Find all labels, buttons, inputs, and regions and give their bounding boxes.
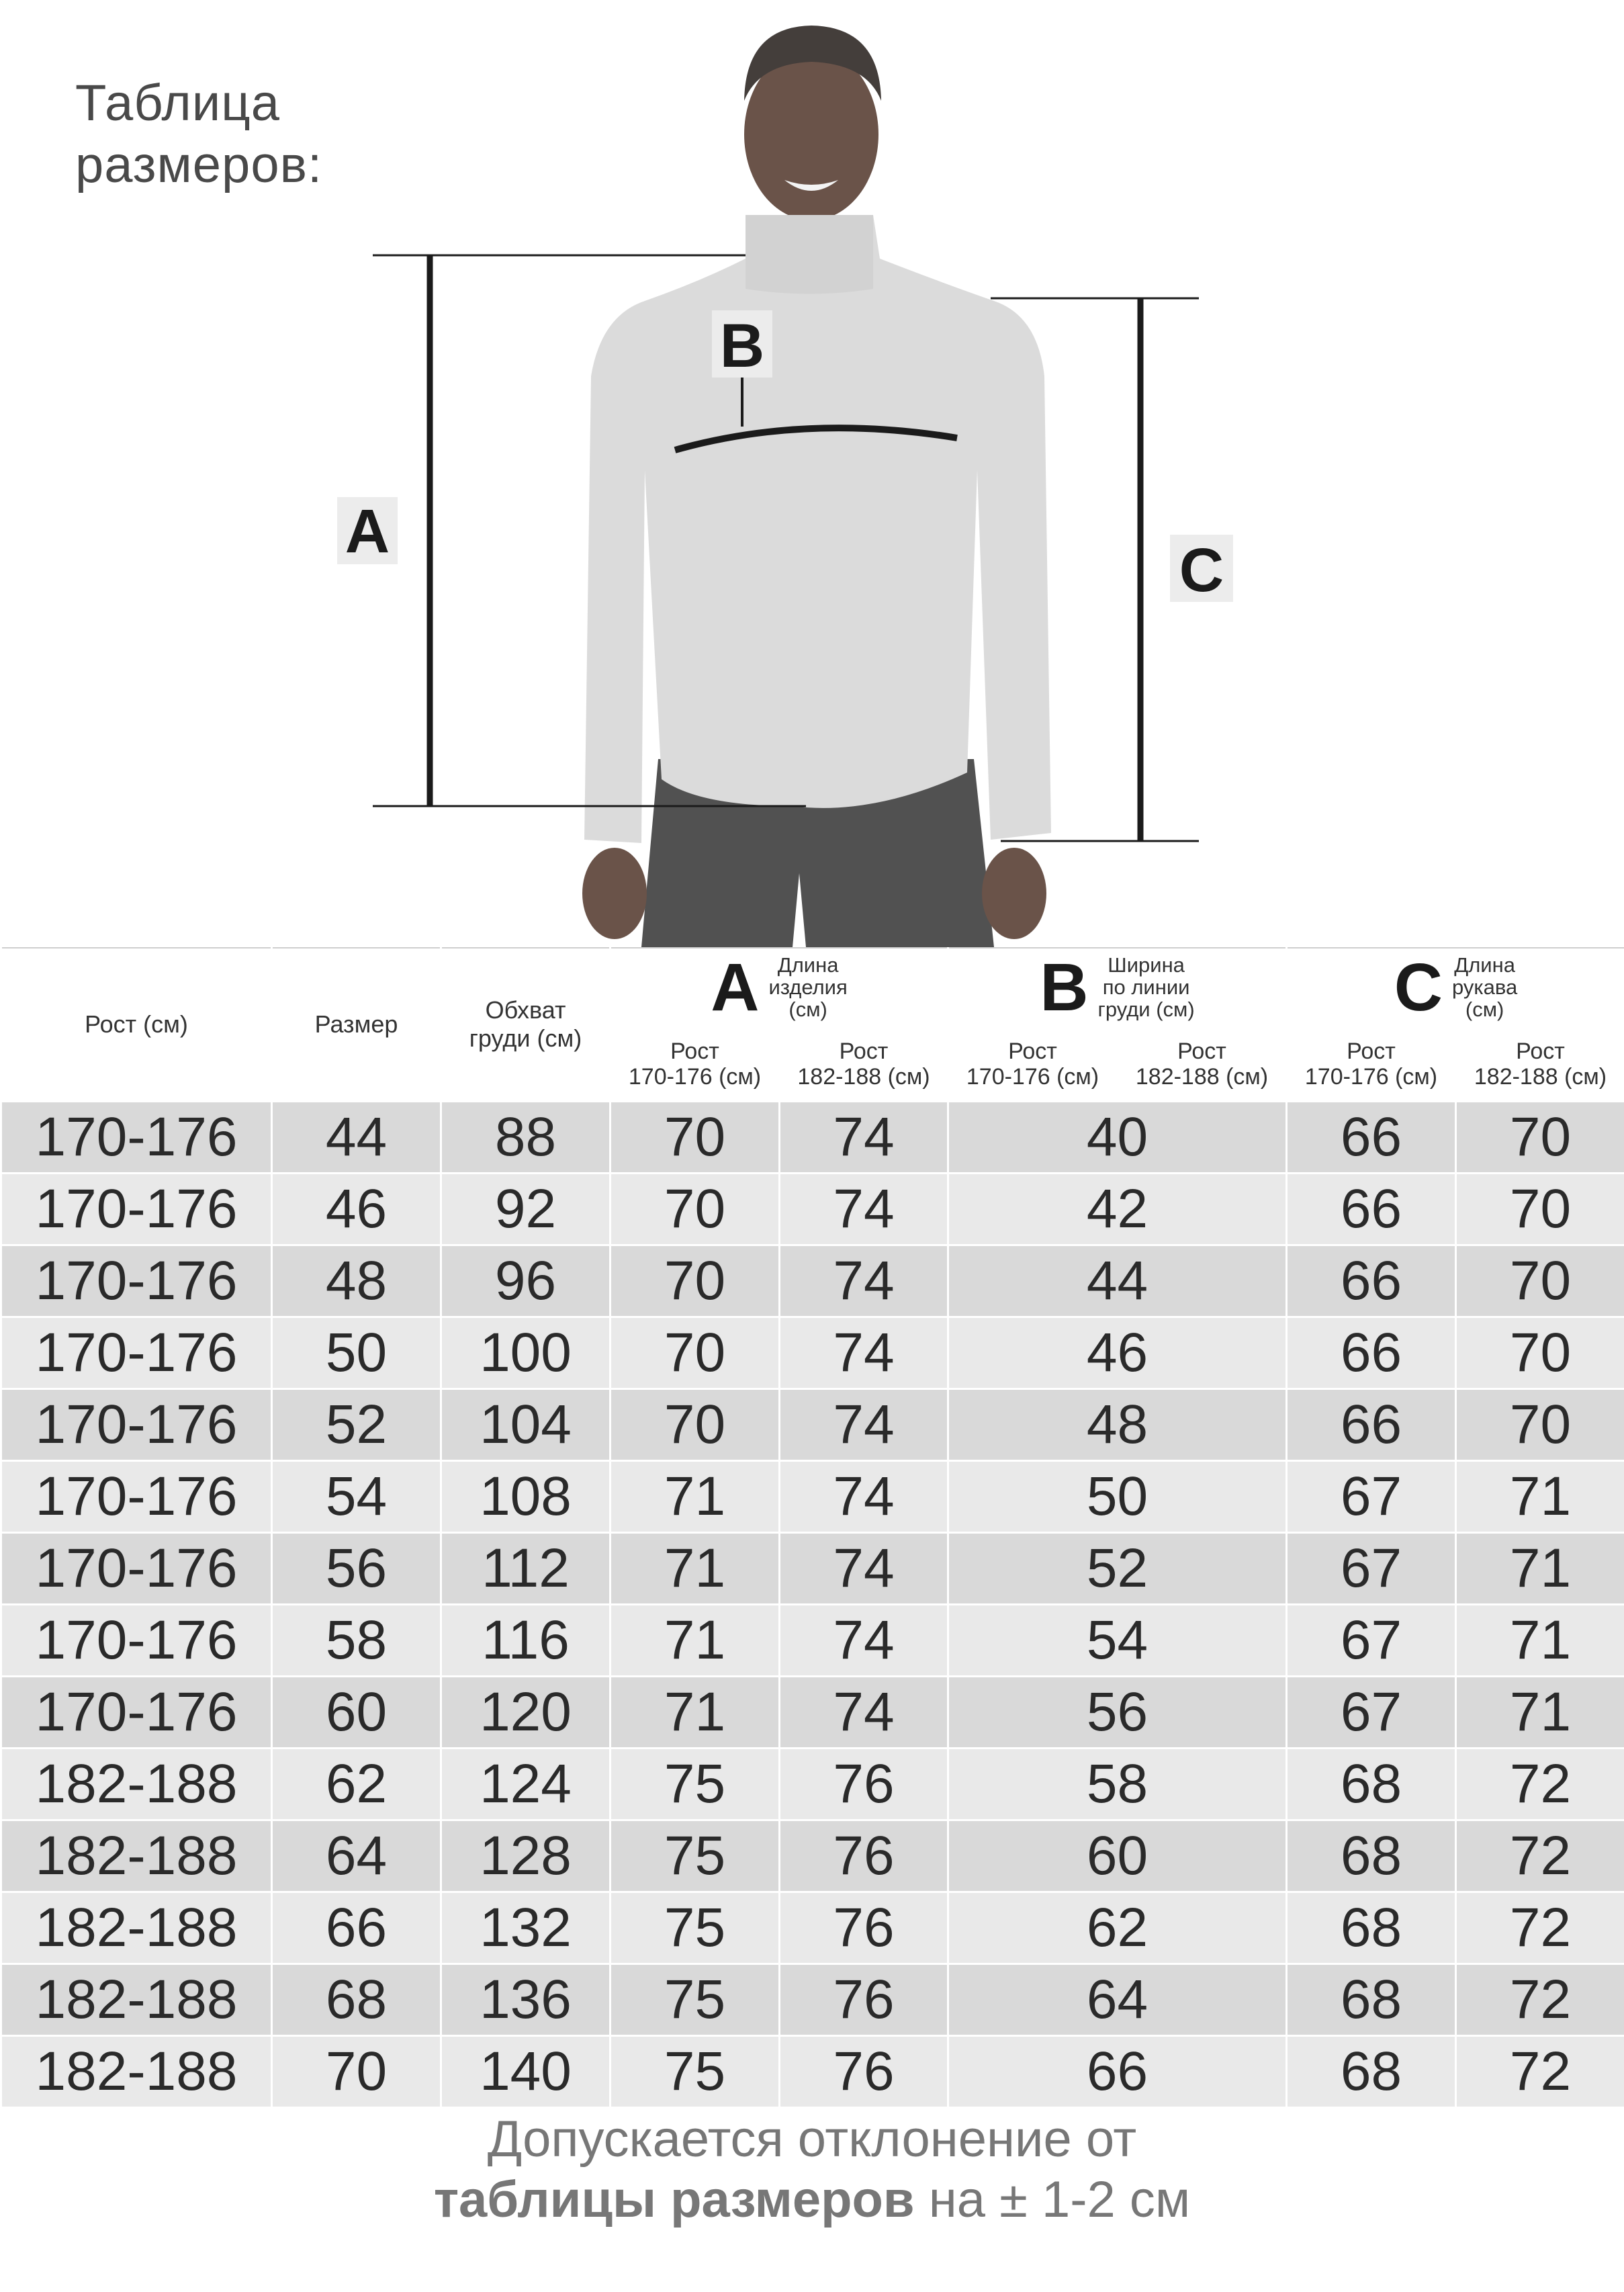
cell-height: 170-176	[1, 1389, 272, 1460]
cell-size: 46	[272, 1173, 441, 1245]
cell-c-2: 72	[1456, 2035, 1624, 2107]
cell-height: 182-188	[1, 1748, 272, 1820]
table-row	[1, 1173, 1624, 1245]
label-c: C	[1179, 536, 1224, 605]
subheader-b-1-line-1: Рост	[1008, 1039, 1057, 1064]
group-c-l2: рукава	[1451, 975, 1518, 1000]
cell-b: 48	[948, 1389, 1287, 1460]
group-a-l3: (см)	[788, 998, 827, 1022]
group-b-l3: груди (см)	[1097, 998, 1195, 1022]
cell-b: 64	[948, 1964, 1287, 2035]
label-a: A	[345, 497, 390, 566]
size-table	[0, 947, 1624, 2109]
cell-a-2: 74	[780, 1604, 948, 1676]
cell-c-1: 66	[1287, 1389, 1456, 1460]
cell-c-2: 71	[1456, 1532, 1624, 1604]
cell-c-1: 66	[1287, 1101, 1456, 1173]
cell-a-1: 71	[611, 1460, 780, 1532]
cell-a-1: 71	[611, 1604, 780, 1676]
table-row	[1, 1101, 1624, 1173]
cell-c-1: 68	[1287, 1892, 1456, 1964]
group-c-letter: C	[1394, 949, 1443, 1025]
header-group-b	[948, 948, 1287, 1027]
cell-a-1: 70	[611, 1389, 780, 1460]
table-row	[1, 1460, 1624, 1532]
group-c-l1: Длина	[1454, 953, 1515, 977]
table-row	[1, 1820, 1624, 1892]
subheader-b-1	[948, 1027, 1118, 1101]
table-row	[1, 1676, 1624, 1748]
cell-chest: 92	[441, 1173, 611, 1245]
cell-c-1: 67	[1287, 1604, 1456, 1676]
cell-b: 66	[948, 2035, 1287, 2107]
cell-size: 52	[272, 1389, 441, 1460]
cell-chest: 112	[441, 1532, 611, 1604]
cell-height: 170-176	[1, 1317, 272, 1389]
group-b-l2: по линии	[1102, 975, 1190, 1000]
cell-a-1: 70	[611, 1101, 780, 1173]
cell-height: 170-176	[1, 1604, 272, 1676]
group-b-l1: Ширина	[1108, 953, 1185, 977]
cell-a-2: 74	[780, 1389, 948, 1460]
cell-c-2: 72	[1456, 1964, 1624, 2035]
subheader-a-1-line-1: Рост	[670, 1039, 719, 1064]
cell-a-1: 71	[611, 1532, 780, 1604]
cell-c-1: 67	[1287, 1460, 1456, 1532]
table-row	[1, 2035, 1624, 2107]
cell-height: 170-176	[1, 1460, 272, 1532]
tolerance-note-rest: на ± 1-2 см	[914, 2171, 1191, 2228]
table-row	[1, 1317, 1624, 1389]
cell-chest: 104	[441, 1389, 611, 1460]
cell-height: 170-176	[1, 1532, 272, 1604]
subheader-b-2	[1118, 1027, 1287, 1101]
subheader-c-2-line-2: 182-188 (см)	[1474, 1064, 1607, 1090]
cell-c-2: 71	[1456, 1460, 1624, 1532]
cell-c-1: 68	[1287, 1748, 1456, 1820]
table-row	[1, 1748, 1624, 1820]
cell-height: 182-188	[1, 1820, 272, 1892]
cell-c-2: 72	[1456, 1748, 1624, 1820]
cell-a-2: 76	[780, 2035, 948, 2107]
subheader-a-2	[780, 1027, 948, 1101]
cell-a-2: 74	[780, 1245, 948, 1317]
cell-height: 182-188	[1, 2035, 272, 2107]
cell-c-2: 72	[1456, 1892, 1624, 1964]
cell-b: 58	[948, 1748, 1287, 1820]
cell-a-1: 75	[611, 1820, 780, 1892]
cell-b: 60	[948, 1820, 1287, 1892]
subheader-c-1	[1287, 1027, 1456, 1101]
subheader-a-2-line-1: Рост	[839, 1039, 889, 1064]
tolerance-note-line-2	[0, 2170, 1624, 2230]
header-size: Размер	[272, 948, 441, 1101]
cell-a-1: 75	[611, 1892, 780, 1964]
group-a-l2: изделия	[768, 975, 848, 1000]
table-row	[1, 1532, 1624, 1604]
cell-b: 42	[948, 1173, 1287, 1245]
cell-c-1: 67	[1287, 1532, 1456, 1604]
table-row	[1, 1245, 1624, 1317]
cell-a-1: 70	[611, 1173, 780, 1245]
cell-height: 170-176	[1, 1173, 272, 1245]
cell-height: 182-188	[1, 1892, 272, 1964]
cell-c-2: 71	[1456, 1604, 1624, 1676]
cell-size: 60	[272, 1676, 441, 1748]
group-a-l1: Длина	[777, 953, 839, 977]
subheader-b-2-line-2: 182-188 (см)	[1135, 1064, 1269, 1090]
cell-a-1: 70	[611, 1317, 780, 1389]
cell-b: 40	[948, 1101, 1287, 1173]
cell-chest: 88	[441, 1101, 611, 1173]
cell-a-1: 75	[611, 1964, 780, 2035]
header-height: Рост (см)	[1, 948, 272, 1101]
cell-height: 182-188	[1, 1964, 272, 2035]
header-chest	[441, 948, 611, 1101]
cell-chest: 128	[441, 1820, 611, 1892]
cell-size: 70	[272, 2035, 441, 2107]
group-a-letter: A	[711, 949, 760, 1025]
cell-a-2: 74	[780, 1532, 948, 1604]
cell-size: 68	[272, 1964, 441, 2035]
cell-chest: 120	[441, 1676, 611, 1748]
subheader-c-1-line-2: 170-176 (см)	[1304, 1064, 1438, 1090]
model-figure	[0, 0, 1624, 947]
cell-c-1: 68	[1287, 1820, 1456, 1892]
cell-c-1: 66	[1287, 1173, 1456, 1245]
cell-a-2: 74	[780, 1317, 948, 1389]
cell-a-2: 76	[780, 1892, 948, 1964]
cell-a-2: 74	[780, 1101, 948, 1173]
cell-a-2: 74	[780, 1460, 948, 1532]
cell-c-2: 70	[1456, 1389, 1624, 1460]
cell-c-2: 70	[1456, 1173, 1624, 1245]
cell-c-2: 71	[1456, 1676, 1624, 1748]
header-chest-line-1: Обхват	[485, 996, 566, 1024]
subheader-c-2	[1456, 1027, 1624, 1101]
cell-c-2: 70	[1456, 1245, 1624, 1317]
table-row	[1, 1389, 1624, 1460]
tolerance-note-bold: таблицы размеров	[433, 2171, 915, 2228]
subheader-b-1-line-2: 170-176 (см)	[966, 1064, 1099, 1090]
cell-a-2: 76	[780, 1820, 948, 1892]
cell-height: 170-176	[1, 1101, 272, 1173]
title-line-2: размеров:	[75, 136, 323, 193]
cell-b: 54	[948, 1604, 1287, 1676]
cell-c-2: 70	[1456, 1317, 1624, 1389]
cell-c-2: 70	[1456, 1101, 1624, 1173]
header-chest-line-2: груди (см)	[469, 1024, 582, 1052]
cell-b: 44	[948, 1245, 1287, 1317]
cell-size: 54	[272, 1460, 441, 1532]
cell-chest: 124	[441, 1748, 611, 1820]
table-row	[1, 1964, 1624, 2035]
cell-a-1: 75	[611, 1748, 780, 1820]
cell-b: 56	[948, 1676, 1287, 1748]
cell-size: 56	[272, 1532, 441, 1604]
subheader-c-1-line-1: Рост	[1347, 1039, 1396, 1064]
cell-c-2: 72	[1456, 1820, 1624, 1892]
cell-chest: 132	[441, 1892, 611, 1964]
cell-height: 170-176	[1, 1245, 272, 1317]
group-b-letter: B	[1040, 949, 1089, 1025]
cell-a-2: 76	[780, 1964, 948, 2035]
cell-c-1: 66	[1287, 1317, 1456, 1389]
cell-chest: 116	[441, 1604, 611, 1676]
subheader-a-1-line-2: 170-176 (см)	[628, 1064, 762, 1090]
cell-chest: 100	[441, 1317, 611, 1389]
table-row	[1, 1604, 1624, 1676]
cell-a-1: 71	[611, 1676, 780, 1748]
cell-a-2: 76	[780, 1748, 948, 1820]
cell-a-2: 74	[780, 1676, 948, 1748]
cell-b: 52	[948, 1532, 1287, 1604]
cell-size: 64	[272, 1820, 441, 1892]
cell-a-1: 70	[611, 1245, 780, 1317]
cell-chest: 108	[441, 1460, 611, 1532]
table-row	[1, 1892, 1624, 1964]
header-group-c	[1287, 948, 1624, 1027]
cell-c-1: 67	[1287, 1676, 1456, 1748]
cell-c-1: 68	[1287, 2035, 1456, 2107]
cell-c-1: 66	[1287, 1245, 1456, 1317]
cell-b: 50	[948, 1460, 1287, 1532]
cell-b: 62	[948, 1892, 1287, 1964]
tolerance-note-line-1: Допускается отклонение от	[487, 2111, 1137, 2168]
title-line-1: Таблица	[75, 75, 280, 132]
cell-size: 62	[272, 1748, 441, 1820]
label-b: B	[719, 312, 765, 380]
subheader-a-2-line-2: 182-188 (см)	[797, 1064, 930, 1090]
cell-size: 50	[272, 1317, 441, 1389]
size-table-body	[1, 1101, 1624, 2107]
cell-height: 170-176	[1, 1676, 272, 1748]
group-c-l3: (см)	[1465, 998, 1504, 1022]
cell-chest: 136	[441, 1964, 611, 2035]
cell-b: 46	[948, 1317, 1287, 1389]
cell-c-1: 68	[1287, 1964, 1456, 2035]
header-group-a	[611, 948, 948, 1027]
subheader-c-2-line-1: Рост	[1516, 1039, 1565, 1064]
cell-size: 44	[272, 1101, 441, 1173]
cell-a-1: 75	[611, 2035, 780, 2107]
cell-a-2: 74	[780, 1173, 948, 1245]
cell-chest: 96	[441, 1245, 611, 1317]
cell-size: 58	[272, 1604, 441, 1676]
cell-size: 48	[272, 1245, 441, 1317]
subheader-a-1	[611, 1027, 780, 1101]
subheader-b-2-line-1: Рост	[1177, 1039, 1226, 1064]
cell-size: 66	[272, 1892, 441, 1964]
cell-chest: 140	[441, 2035, 611, 2107]
